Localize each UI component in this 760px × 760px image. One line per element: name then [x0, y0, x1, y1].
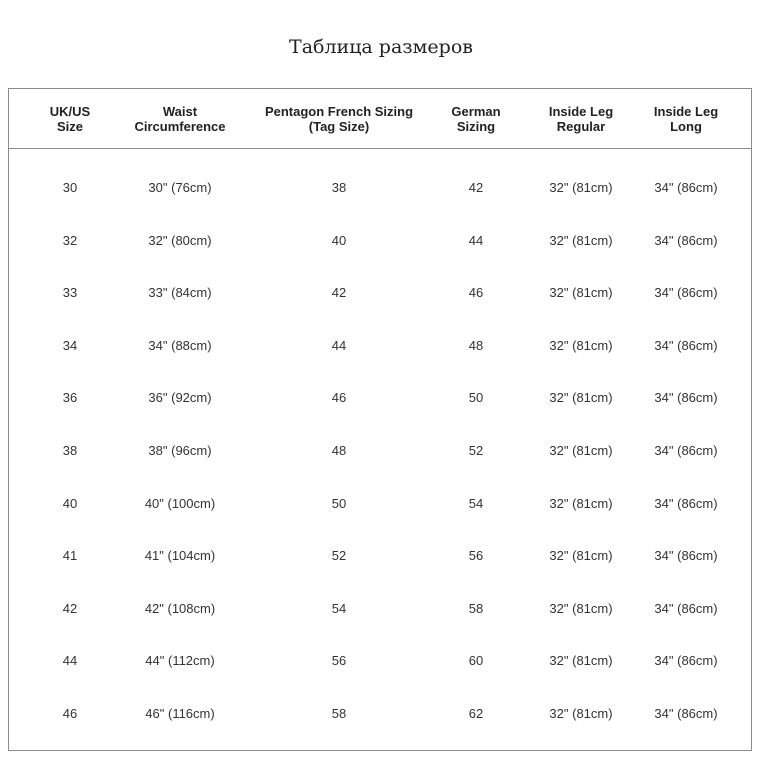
cell-inside-leg-long: 34" (86cm): [654, 232, 718, 248]
cell-french-size: 56: [331, 653, 347, 669]
table-row: [9, 704, 751, 724]
cell-inside-leg-long: 34" (86cm): [654, 390, 718, 406]
cell-inside-leg-long: 34" (86cm): [654, 495, 718, 511]
header-waist: Waist Circumference: [134, 104, 226, 134]
cell-uk-us-size: 46: [62, 706, 78, 721]
header-inside-leg-long: Inside Leg Long: [653, 104, 719, 134]
table-row: [9, 336, 751, 356]
cell-uk-us-size: 44: [62, 653, 78, 669]
cell-french-size: 50: [331, 495, 347, 511]
cell-waist: 42" (108cm): [144, 600, 216, 616]
cell-french-size: 48: [331, 443, 347, 458]
cell-german-size: 56: [468, 548, 484, 564]
cell-inside-leg-regular: 32" (81cm): [549, 600, 613, 616]
table-row: [9, 178, 751, 198]
table-row: [9, 441, 751, 461]
cell-german-size: 42: [468, 180, 484, 195]
size-table: [8, 88, 752, 751]
cell-inside-leg-long: 34" (86cm): [654, 653, 718, 669]
cell-uk-us-size: 41: [62, 548, 78, 564]
cell-french-size: 38: [331, 180, 347, 195]
header-uk-us-size: UK/US Size: [49, 104, 91, 134]
cell-inside-leg-long: 34" (86cm): [654, 706, 718, 721]
header-divider: [9, 148, 751, 149]
cell-waist: 30" (76cm): [148, 180, 212, 195]
cell-inside-leg-regular: 32" (81cm): [549, 390, 613, 406]
cell-waist: 38" (96cm): [148, 443, 212, 458]
cell-waist: 40" (100cm): [144, 495, 216, 511]
cell-uk-us-size: 40: [62, 495, 78, 511]
cell-inside-leg-regular: 32" (81cm): [549, 180, 613, 195]
table-row: [9, 494, 751, 514]
cell-inside-leg-regular: 32" (81cm): [549, 285, 613, 301]
cell-waist: 44" (112cm): [145, 653, 215, 669]
cell-uk-us-size: 32: [62, 232, 78, 248]
cell-french-size: 42: [331, 285, 347, 301]
table-row: [9, 599, 751, 619]
cell-inside-leg-regular: 32" (81cm): [549, 548, 613, 564]
cell-uk-us-size: 33: [62, 285, 78, 301]
cell-uk-us-size: 36: [62, 390, 78, 406]
cell-waist: 33" (84cm): [148, 285, 212, 301]
table-row: [9, 651, 751, 671]
cell-inside-leg-long: 34" (86cm): [654, 548, 718, 564]
cell-inside-leg-long: 34" (86cm): [654, 337, 718, 353]
cell-inside-leg-long: 34" (86cm): [654, 443, 718, 458]
cell-french-size: 54: [331, 600, 347, 616]
cell-german-size: 62: [468, 706, 484, 721]
cell-german-size: 52: [468, 443, 484, 458]
header-french-sizing: Pentagon French Sizing (Tag Size): [264, 104, 414, 134]
cell-german-size: 58: [468, 600, 484, 616]
cell-inside-leg-regular: 32" (81cm): [549, 653, 613, 669]
table-row: [9, 231, 751, 251]
cell-french-size: 46: [331, 390, 347, 406]
cell-german-size: 50: [468, 390, 484, 406]
page-title: Таблица размеров: [289, 36, 473, 58]
cell-uk-us-size: 30: [62, 180, 78, 195]
cell-inside-leg-regular: 32" (81cm): [549, 443, 613, 458]
cell-french-size: 44: [331, 337, 347, 353]
cell-inside-leg-regular: 32" (81cm): [549, 337, 613, 353]
cell-inside-leg-regular: 32" (81cm): [549, 495, 613, 511]
cell-german-size: 54: [468, 495, 484, 511]
table-row: [9, 283, 751, 303]
cell-french-size: 40: [331, 232, 347, 248]
cell-german-size: 44: [468, 232, 484, 248]
cell-inside-leg-regular: 32" (81cm): [549, 706, 613, 721]
cell-waist: 34" (88cm): [148, 337, 212, 353]
cell-inside-leg-long: 34" (86cm): [654, 600, 718, 616]
cell-french-size: 58: [331, 706, 347, 721]
table-row: [9, 388, 751, 408]
cell-french-size: 52: [331, 548, 347, 564]
cell-waist: 41" (104cm): [144, 548, 216, 564]
cell-uk-us-size: 38: [62, 443, 78, 458]
header-german-sizing: German Sizing: [451, 104, 501, 134]
cell-uk-us-size: 34: [62, 337, 78, 353]
cell-inside-leg-long: 34" (86cm): [654, 180, 718, 195]
cell-waist: 32" (80cm): [148, 232, 212, 248]
cell-waist: 46" (116cm): [145, 706, 215, 721]
cell-inside-leg-long: 34" (86cm): [654, 285, 718, 301]
cell-waist: 36" (92cm): [148, 390, 212, 406]
cell-german-size: 60: [468, 653, 484, 669]
header-inside-leg-regular: Inside Leg Regular: [548, 104, 614, 134]
table-row: [9, 546, 751, 566]
cell-inside-leg-regular: 32" (81cm): [549, 232, 613, 248]
cell-uk-us-size: 42: [62, 600, 78, 616]
cell-german-size: 46: [468, 285, 484, 301]
cell-german-size: 48: [468, 337, 484, 353]
